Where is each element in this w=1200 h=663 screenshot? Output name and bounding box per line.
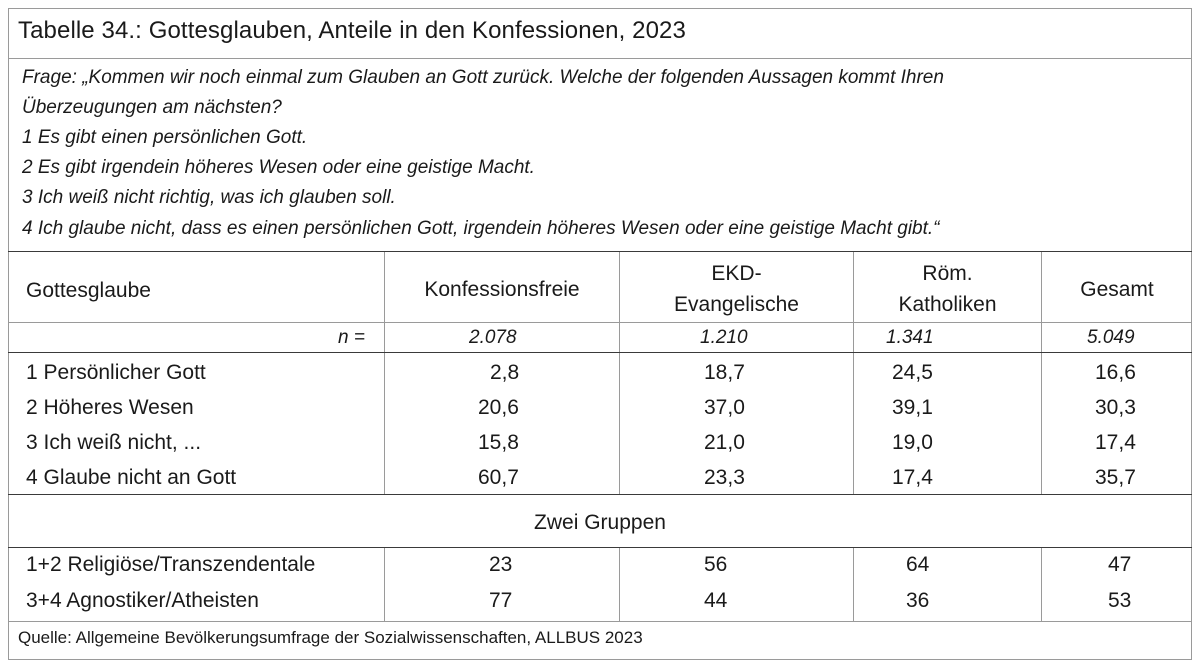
- column-divider: [1041, 548, 1042, 621]
- header-line: Gesamt: [1080, 278, 1154, 301]
- question-line: 4 Ich glaube nicht, dass es einen persönlichen Gott, irgendein höheres Wesen oder eine geistige Macht gibt.“: [22, 218, 940, 239]
- header-roem-katholiken: [854, 258, 1041, 320]
- header-ekd-evangelische: [620, 258, 853, 320]
- column-divider: [1041, 353, 1042, 494]
- question-line: Überzeugungen am nächsten?: [22, 97, 282, 118]
- column-divider: [619, 548, 620, 621]
- header-line: Konfessionsfreie: [424, 278, 580, 301]
- header-top-rule: [8, 251, 1192, 252]
- value-ekd: 44: [704, 589, 728, 612]
- value-gesamt: 16,6: [1095, 361, 1136, 384]
- value-ekd: 21,0: [704, 431, 745, 454]
- header-bottom-rule: [8, 322, 1192, 323]
- value-katholiken: 24,5: [892, 361, 933, 384]
- row-label: 1+2 Religiöse/Transzendentale: [26, 553, 316, 576]
- value-ekd: 56: [704, 553, 728, 576]
- question-line: 2 Es gibt irgendein höheres Wesen oder eine geistige Macht.: [22, 157, 535, 178]
- header-line: Röm.: [922, 262, 973, 285]
- table-title: Tabelle 34.: Gottesglauben, Anteile in den Konfessionen, 2023: [18, 17, 686, 44]
- source-note: Quelle: Allgemeine Bevölkerungsumfrage der Sozialwissenschaften, ALLBUS 2023: [18, 628, 643, 647]
- value-katholiken: 17,4: [892, 466, 933, 489]
- column-divider: [384, 353, 385, 494]
- row-label: 3+4 Agnostiker/Atheisten: [26, 589, 259, 612]
- question-line: Frage: „Kommen wir noch einmal zum Glauben an Gott zurück. Welche der folgenden Aussagen kommt Ihren: [22, 67, 944, 88]
- value-katholiken: 39,1: [892, 396, 933, 419]
- value-gesamt: 53: [1108, 589, 1132, 612]
- row-label: 3 Ich weiß nicht, ...: [26, 431, 202, 454]
- title-divider: [8, 58, 1192, 59]
- value-katholiken: 19,0: [892, 431, 933, 454]
- header-line: EKD-: [711, 262, 762, 285]
- value-gesamt: 35,7: [1095, 466, 1136, 489]
- header-row-label: Gottesglaube: [26, 279, 151, 302]
- question-line: 3 Ich weiß nicht richtig, was ich glauben soll.: [22, 187, 396, 208]
- value-gesamt: 47: [1108, 553, 1132, 576]
- row-label: 2 Höheres Wesen: [26, 396, 194, 419]
- value-ekd: 37,0: [704, 396, 745, 419]
- header-konfessionsfreie: [385, 274, 619, 305]
- value-gesamt: 30,3: [1095, 396, 1136, 419]
- row-label: 1 Persönlicher Gott: [26, 361, 206, 384]
- header-line: Katholiken: [898, 293, 997, 316]
- question-line: 1 Es gibt einen persönlichen Gott.: [22, 127, 308, 148]
- value-katholiken: 36: [906, 589, 930, 612]
- header-gesamt: [1042, 274, 1192, 305]
- column-divider: [853, 353, 854, 494]
- value-konfessionsfreie: 20,6: [478, 396, 519, 419]
- column-divider: [619, 353, 620, 494]
- value-ekd: 18,7: [704, 361, 745, 384]
- section-bottom-rule: [8, 547, 1192, 548]
- column-divider: [853, 548, 854, 621]
- value-konfessionsfreie: 2,8: [490, 361, 520, 384]
- n-value-konfessionsfreie: 2.078: [469, 327, 517, 348]
- section-label: Zwei Gruppen: [534, 511, 666, 534]
- column-divider: [384, 548, 385, 621]
- n-label: n =: [338, 327, 365, 348]
- n-value-ekd: 1.210: [700, 327, 748, 348]
- header-line: Evangelische: [674, 293, 799, 316]
- value-gesamt: 17,4: [1095, 431, 1136, 454]
- n-value-katholiken: 1.341: [886, 327, 934, 348]
- value-ekd: 23,3: [704, 466, 745, 489]
- n-row-bottom-rule: [8, 352, 1192, 353]
- value-konfessionsfreie: 15,8: [478, 431, 519, 454]
- value-konfessionsfreie: 60,7: [478, 466, 519, 489]
- rows-bottom-rule: [8, 494, 1192, 495]
- n-value-gesamt: 5.049: [1087, 327, 1135, 348]
- row-label: 4 Glaube nicht an Gott: [26, 466, 237, 489]
- value-katholiken: 64: [906, 553, 930, 576]
- value-konfessionsfreie: 77: [489, 589, 513, 612]
- footer-rule: [8, 621, 1192, 622]
- value-konfessionsfreie: 23: [489, 553, 513, 576]
